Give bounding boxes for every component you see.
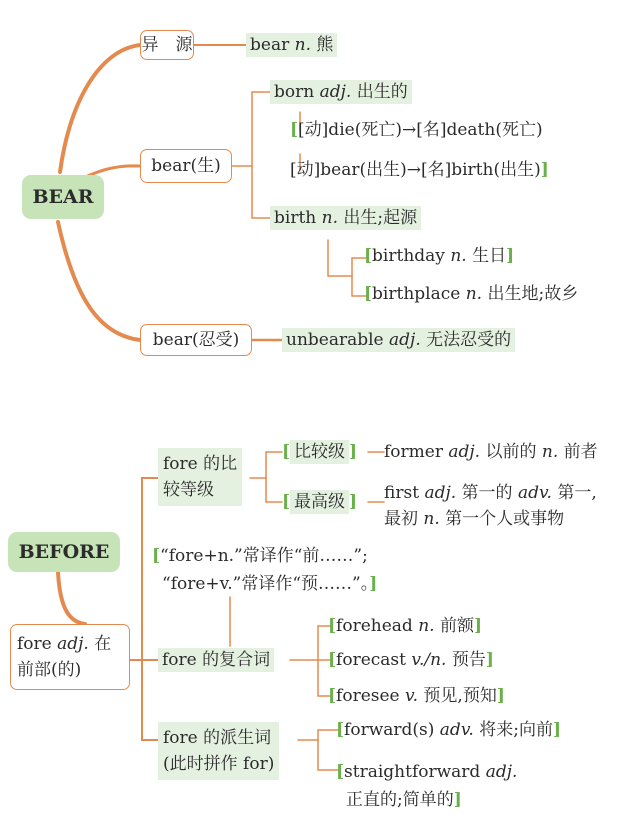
branch-node-bear-born: bear(生)	[140, 149, 232, 183]
word-node-forehead: [forehead n. 前额]	[328, 616, 483, 636]
word-node-born: born adj. 出生的	[270, 80, 412, 104]
word-node-first: first adj. 第一的 adv. 第一, 最初 n. 第一个人或事物	[384, 483, 597, 529]
branch-node-derived: fore 的派生词 (此时拼作 for)	[158, 722, 279, 780]
branch-node-comparison: fore 的比 较等级	[158, 448, 242, 506]
branch-node-bear-endure: bear(忍受)	[140, 324, 252, 356]
note-fore-usage: [“fore+n.”常译作“前……”; “fore+v.”常译作“预……”。]	[152, 546, 378, 594]
root-label: BEAR	[32, 186, 94, 208]
bracket-close: ]	[540, 160, 549, 180]
node-comparative: [ 比较级 ]	[282, 442, 358, 462]
word-node-former: former adj. 以前的 n. 前者	[384, 442, 598, 462]
node-fore-adj: fore adj. 在 前部(的)	[10, 624, 130, 690]
word-node-straightforward: [straightforward adj. 正直的;简单的]	[336, 762, 518, 810]
word-node-forward: [forward(s) adv. 将来;向前]	[336, 720, 561, 740]
root-node-before	[8, 532, 120, 572]
word-node-unbearable: unbearable adj. 无法忍受的	[282, 328, 515, 352]
branch-node-compound: fore 的复合词	[158, 648, 274, 672]
word-node-forecast: [forecast v./n. 预告]	[328, 650, 494, 670]
origin-branch-node: 异 源	[140, 30, 194, 60]
root-label: BEFORE	[18, 541, 110, 563]
word-node-birthday: [birthday n. 生日]	[364, 246, 515, 266]
word-node-birthplace: [birthplace n. 出生地;故乡	[364, 284, 579, 304]
node-superlative: [ 最高级 ]	[282, 492, 358, 512]
rule-die-death: [[动]die(死亡)→[名]death(死亡)	[290, 120, 543, 140]
rule-bear-birth: [动]bear(出生)→[名]birth(出生)]	[290, 160, 549, 180]
word-node-bear-noun: bear n. 熊	[246, 33, 337, 57]
word-node-birth: birth n. 出生;起源	[270, 206, 421, 230]
bracket-open: [	[290, 120, 299, 140]
word-node-foresee: [foresee v. 预见,预知]	[328, 686, 505, 706]
root-node-bear	[22, 175, 104, 219]
